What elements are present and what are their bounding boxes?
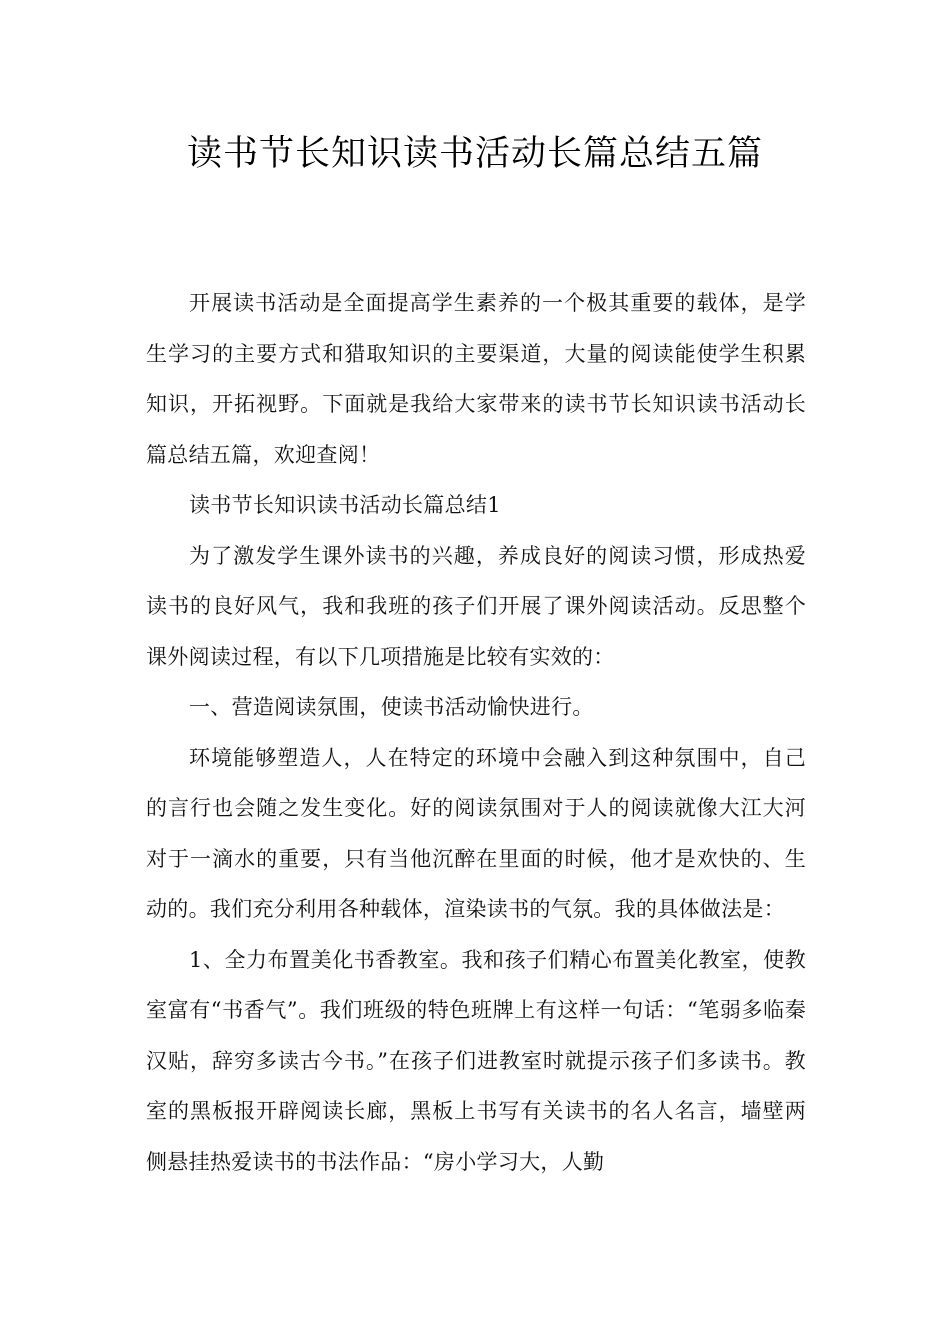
document-body xyxy=(146,278,806,1187)
subsection-heading: 一、营造阅读氛围，使读书活动愉快进行。 xyxy=(189,695,594,719)
paragraph: 为了激发学生课外读书的兴趣，养成良好的阅读习惯，形成热爱读书的良好风气，我和我班的孩子们开展了课外阅读活动。反思整个课外阅读过程，有以下几项措施是比较有实效的： xyxy=(146,543,806,669)
paragraph: 1、全力布置美化书香教室。我和孩子们精心布置美化教室，使教室富有“书香气”。我们班级的特色班牌上有这样一句话：“笔弱多临秦汉贴，辞穷多读古今书。”在孩子们进教室时就提示孩子们多读书。教室的黑板报开辟阅读长廊，黑板上书写有关读书的名人名言，墙壁两侧悬挂热爱读书的书法作品：“房小学习大，人勤 xyxy=(146,947,806,1174)
section-heading: 读书节长知识读书活动长篇总结1 xyxy=(189,493,501,517)
paragraph: 环境能够塑造人，人在特定的环境中会融入到这种氛围中，自己的言行也会随之发生变化。好的阅读氛围对于人的阅读就像大江大河对于一滴水的重要，只有当他沉醉在里面的时候，他才是欢快的、生动的。我们充分利用各种载体，渲染读书的气氛。我的具体做法是： xyxy=(146,745,806,921)
paragraph-intro: 开展读书活动是全面提高学生素养的一个极其重要的载体，是学生学习的主要方式和猎取知识的主要渠道，大量的阅读能使学生积累知识，开拓视野。下面就是我给大家带来的读书节长知识读书活动长篇总结五篇，欢迎查阅！ xyxy=(146,291,806,467)
document-title: 读书节长知识读书活动长篇总结五篇 xyxy=(186,134,763,174)
